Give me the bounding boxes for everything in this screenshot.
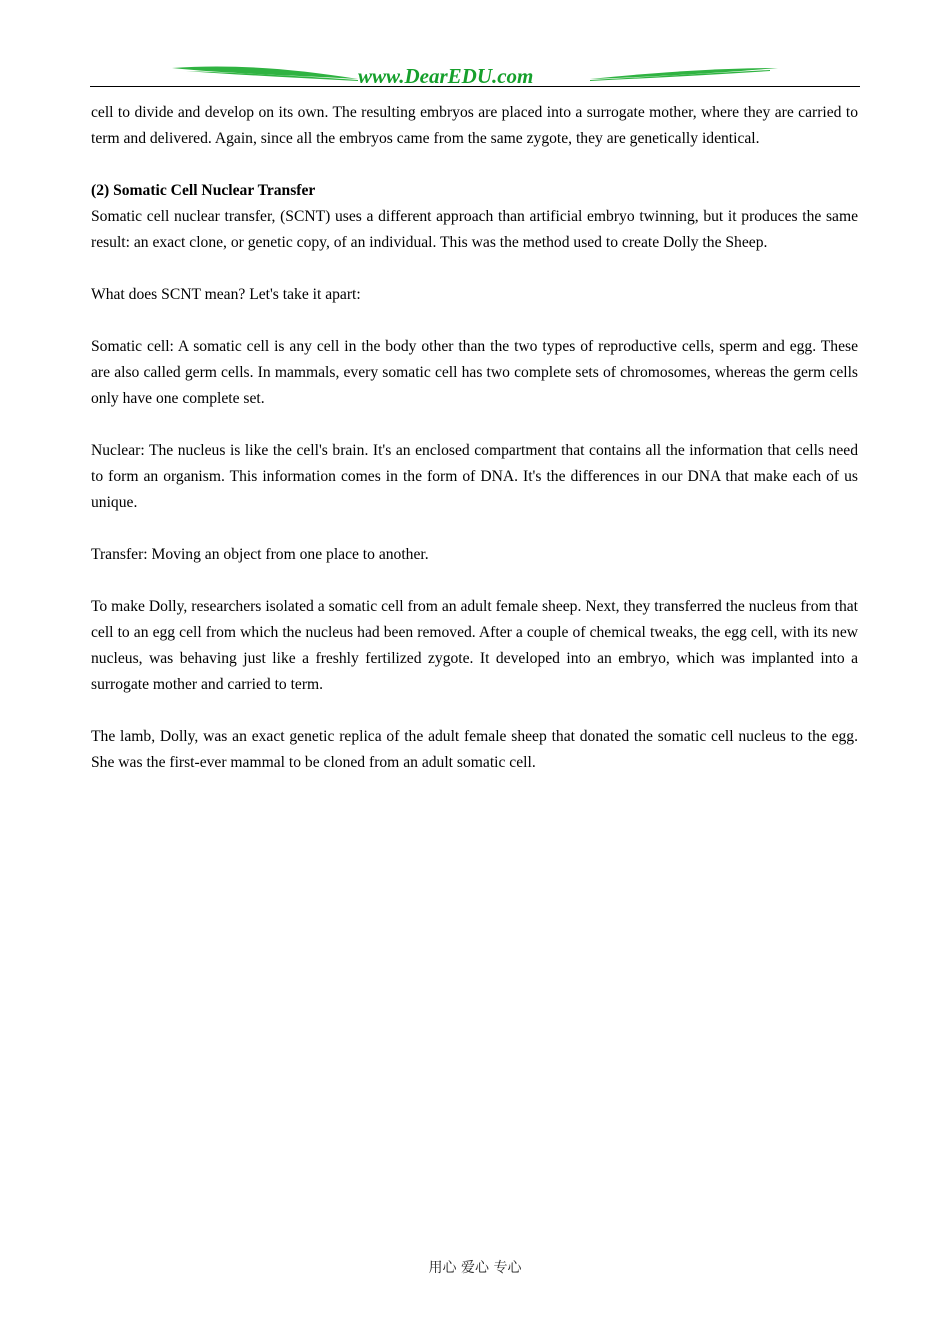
page-footer: 用心 爱心 专心 — [428, 1260, 522, 1276]
paragraph-making-dolly: To make Dolly, researchers isolated a somatic cell from an adult female sheep. Next, they transferred the nucleus from that cell to an egg cell from which the nucleus had been removed. After a couple of chemical tweaks, the egg cell, with its new nucleus, was behaving just like a freshly fertilized zygote. It developed into an embryo, which was implanted into a surrogate mother and carried to term. — [91, 598, 858, 693]
document-body — [91, 100, 858, 776]
paragraph-dolly-lamb: The lamb, Dolly, was an exact genetic replica of the adult female sheep that donated the somatic cell nucleus to the egg. She was the first-ever mammal to be cloned from an adult somatic cell. — [91, 728, 858, 771]
header-rule — [90, 86, 860, 87]
paragraph-scnt-question: What does SCNT mean? Let's take it apart: — [91, 286, 361, 303]
left-swoosh-icon — [172, 66, 358, 79]
paragraph-twinning-continued: cell to divide and develop on its own. The resulting embryos are placed into a surrogate mother, where they are carried to term and delivered. Again, since all the embryos came from the same zygote, they are genetically identical. — [91, 104, 858, 147]
right-swoosh-icon — [590, 68, 778, 79]
paragraph-somatic-cell: Somatic cell: A somatic cell is any cell in the body other than the two types of reproductive cells, sperm and egg. These are also called germ cells. In mammals, every somatic cell has two complete sets of chromosomes, whereas the germ cells only have one complete set. — [91, 338, 858, 407]
paragraph-transfer: Transfer: Moving an object from one place to another. — [91, 546, 429, 563]
paragraph-nuclear: Nuclear: The nucleus is like the cell's brain. It's an enclosed compartment that contains all the information that cells need to form an organism. This information comes in the form of DNA. It's the differences in our DNA that make each of us unique. — [91, 442, 858, 511]
paragraph-scnt-intro: Somatic cell nuclear transfer, (SCNT) uses a different approach than artificial embryo twinning, but it produces the same result: an exact clone, or genetic copy, of an individual. This was the method used to create Dolly the Sheep. — [91, 208, 858, 251]
dearedu-logo — [90, 62, 860, 88]
logo-text: www.DearEDU.com — [358, 64, 534, 88]
page-header-logo — [90, 62, 860, 88]
section-heading-scnt: (2) Somatic Cell Nuclear Transfer — [91, 182, 316, 199]
